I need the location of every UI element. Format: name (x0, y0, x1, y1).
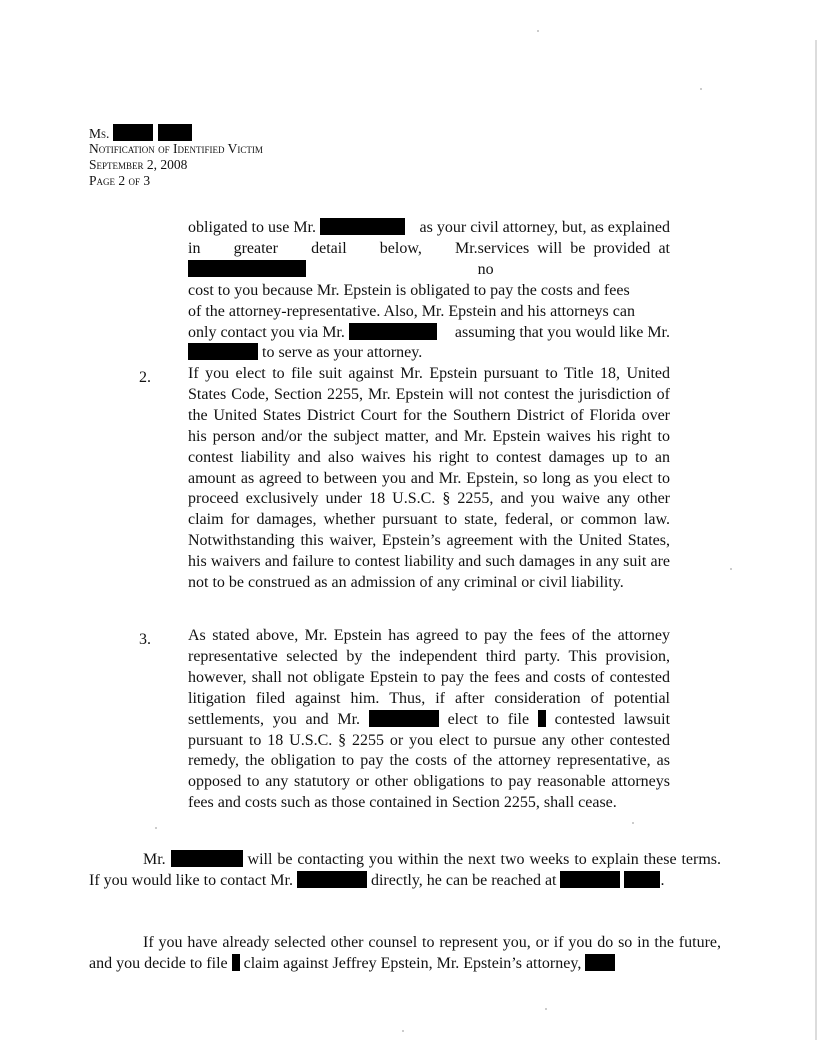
recipient-line (89, 124, 192, 142)
text-segment: obligated to use Mr. (188, 219, 316, 236)
paragraph-counsel (89, 933, 721, 975)
text-line (188, 323, 670, 344)
redaction (585, 954, 615, 971)
redaction (188, 260, 306, 277)
text-segment: only contact you via Mr. (188, 323, 345, 341)
redaction (188, 343, 258, 360)
paragraph-contact (89, 850, 721, 892)
scan-speck (730, 568, 732, 570)
text-segment: directly, he can be reached at (370, 871, 557, 889)
text-segment: will be contacting you within the next two weeks to explain these terms. If you would like to contact Mr. (89, 851, 722, 889)
text-segment: elect to file (447, 710, 530, 728)
redaction (171, 850, 243, 867)
scan-speck (155, 827, 157, 829)
list-number: 3. (139, 631, 151, 648)
redaction (560, 871, 620, 888)
text-segment: . (660, 871, 665, 889)
text-segment: contested lawsuit pursuant to 18 U.S.C. § 2255 or you elect to pursue any other contested remedy, the obligation to pay the costs of the attorney representative, as opposed to any statutory or other obligations to pay reasonable attorneys fees and costs such as those contained in Section 2255, shall cease. (188, 710, 671, 812)
scan-speck (545, 1008, 547, 1010)
text-segment: claim against Jeffrey Epstein, Mr. Epstein’s attorney, (243, 954, 582, 972)
text-line (188, 239, 670, 281)
redaction (349, 323, 437, 340)
paragraph-continued (188, 218, 670, 364)
scan-speck (700, 88, 702, 90)
list-item-3 (188, 626, 670, 814)
redaction (538, 710, 546, 727)
scan-speck (402, 1030, 404, 1032)
date-line: September 2, 2008 (89, 157, 188, 172)
text-line: cost to you because Mr. Epstein is obligated to pay the costs and fees (188, 281, 630, 299)
text-segment: services will be provided at no (477, 239, 670, 278)
text-segment: If you have already selected other counsel to represent you, or if you do so in the future, and you decide to file (89, 934, 721, 972)
redaction (113, 124, 153, 141)
redaction (320, 218, 405, 235)
scan-speck (537, 30, 539, 32)
list-number: 2. (139, 369, 151, 386)
text-segment: Mr. (143, 851, 166, 868)
text-segment: in greater detail below, Mr. (188, 239, 478, 257)
scan-speck (632, 822, 634, 824)
text-line: of the attorney-representative. Also, Mr. Epstein and his attorneys can (188, 302, 635, 320)
text-line (188, 343, 670, 364)
text-segment: As stated above, Mr. Epstein has agreed to pay the fees of the attorney representative selected by the independent third party. This provision, however, shall not obligate Epstein to pay the fees and costs of contested litigation filed against him. Thus, if after consideration of potential settlements, you and Mr. (188, 627, 670, 728)
text-segment: as your civil attorney, but, as explained (419, 219, 670, 236)
redaction (624, 871, 660, 888)
salutation: Ms. (89, 126, 110, 141)
redaction (369, 710, 439, 727)
subject-line: Notification of Identified Victim (89, 141, 263, 156)
list-item-2: If you elect to file suit against Mr. Epstein pursuant to Title 18, United States Code, Section 2255, Mr. Epstein will not contest the jurisdiction of the United States District Court for the Southern District of Florida over his person and/or the subject matter, and Mr. Epstein waives his right to contest liability and also waives his right to contest damages up to an amount as agreed to between you and Mr. Epstein, so long as you elect to proceed exclusively under 18 U.S.C. § 2255, and you waive any other claim for damages, whether pursuant to state, federal, or common law. Notwithstanding this waiver, Epstein’s agreement with the United States, his waivers and failure to contest liability and such damages in any suit are not to be construed as an admission of any criminal or civil liability. (188, 365, 670, 592)
text-segment: assuming that you would like Mr. (454, 323, 670, 341)
page-number: Page 2 of 3 (89, 173, 151, 188)
text-line (188, 218, 670, 239)
redaction (158, 124, 192, 141)
redaction (297, 871, 367, 888)
text-segment: to serve as your attorney. (262, 344, 423, 362)
redaction (232, 954, 240, 971)
